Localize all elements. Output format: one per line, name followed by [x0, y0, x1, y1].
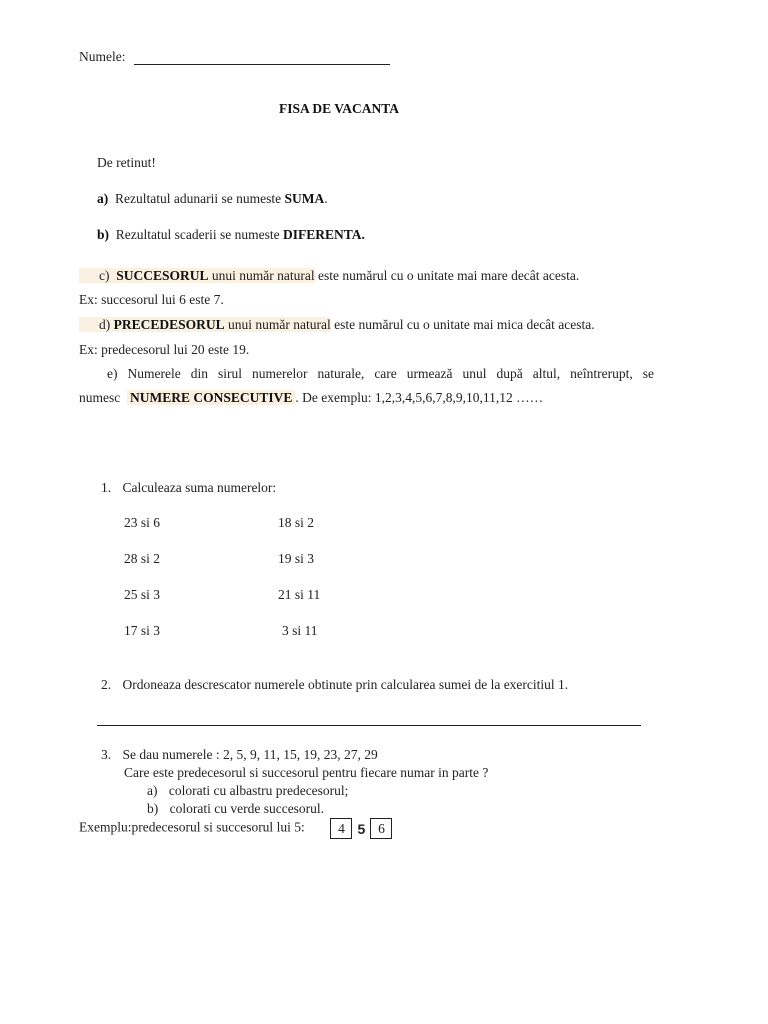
rule-b-text: Rezultatul scaderii se numeste [115, 227, 280, 242]
pair-3-right: 21 si 11 [278, 587, 321, 602]
rule-e-bold: NUMERE CONSECUTIVE [127, 390, 295, 405]
rule-c-highlight: unui număr natural [211, 268, 315, 283]
rule-a [97, 191, 328, 207]
pair-2-left: 28 si 2 [124, 551, 161, 566]
exercise-2-text: Ordoneaza descrescator numerele obtinute prin calcularea sumei de la exercitiul 1. [122, 677, 569, 692]
rule-a-marker: a) [97, 191, 109, 206]
exercise-3-item-b [147, 801, 324, 817]
answer-line [97, 725, 641, 726]
rule-d-text: este numărul cu o unitate mai mica decât acesta. [334, 317, 595, 332]
rule-e-line1: e) Numerele din sirul numerelor naturale, care urmează unul după altul, neîntrerupt, se [107, 366, 654, 381]
example-successor-box: 6 [370, 818, 392, 839]
exercise-1-number: 1. [101, 480, 112, 495]
exercise-3-text: Se dau numerele : 2, 5, 9, 11, 15, 19, 23, 27, 29 [122, 747, 378, 762]
exercise-3 [101, 747, 378, 763]
exercise-3-item-a [147, 783, 348, 799]
rule-e-line2 [79, 390, 543, 406]
pair-4-left: 17 si 3 [124, 623, 161, 638]
pair-3-left: 25 si 3 [124, 587, 161, 602]
rule-a-end: . [324, 191, 328, 206]
pair-2-right: 19 si 3 [278, 551, 315, 566]
exercise-1 [101, 480, 276, 496]
page-title: FISA DE VACANTA [279, 101, 400, 116]
rule-b-marker: b) [97, 227, 110, 242]
rule-d-bold: PRECEDESORUL [113, 317, 225, 332]
pair-4-right: 3 si 11 [282, 623, 318, 638]
rule-a-text: Rezultatul adunarii se numeste [115, 191, 282, 206]
rule-a-bold: SUMA [284, 191, 325, 206]
exercise-3-item-b-marker: b) [147, 801, 159, 816]
rule-b-bold: DIFERENTA. [282, 227, 365, 242]
exercise-3-item-a-text: colorati cu albastru predecesorul; [168, 783, 349, 798]
exercise-3-example [79, 818, 393, 839]
rule-d [79, 317, 595, 333]
name-field [79, 49, 126, 65]
rule-c-bold: SUCCESORUL [116, 268, 209, 283]
exercise-3-item-b-text: colorati cu verde succesorul. [169, 801, 325, 816]
example-predecessor-box: 4 [330, 818, 352, 839]
rule-d-marker: d) [99, 317, 111, 332]
rule-c-text: este numărul cu o unitate mai mare decât acesta. [318, 268, 580, 283]
rule-e-pre: numesc [79, 390, 121, 405]
rule-d-marker-wrap [79, 317, 331, 332]
exercise-1-text: Calculeaza suma numerelor: [122, 480, 277, 495]
rule-c-example: Ex: succesorul lui 6 este 7. [79, 292, 224, 307]
remember-heading: De retinut! [97, 155, 156, 170]
rule-b [97, 227, 365, 243]
example-label: Exemplu:predecesorul si succesorul lui 5: [79, 819, 305, 835]
exercise-2 [101, 677, 568, 693]
rule-d-highlight: unui număr natural [228, 317, 331, 332]
name-blank-line [134, 64, 390, 65]
exercise-3-question: Care este predecesorul si succesorul pentru fiecare numar in parte ? [124, 765, 489, 780]
rule-e-post: . De exemplu: 1,2,3,4,5,6,7,8,9,10,11,12 …… [295, 390, 544, 405]
rule-c [79, 268, 579, 284]
pair-1-left: 23 si 6 [124, 515, 161, 530]
rule-c-marker: c) [99, 268, 110, 283]
pair-1-right: 18 si 2 [278, 515, 315, 530]
name-label: Numele: [79, 49, 126, 64]
rule-c-marker-wrap [79, 268, 315, 283]
exercise-2-number: 2. [101, 677, 112, 692]
exercise-3-item-a-marker: a) [147, 783, 158, 798]
rule-d-example: Ex: predecesorul lui 20 este 19. [79, 342, 250, 357]
example-number: 5 [357, 820, 366, 837]
exercise-3-number: 3. [101, 747, 112, 762]
